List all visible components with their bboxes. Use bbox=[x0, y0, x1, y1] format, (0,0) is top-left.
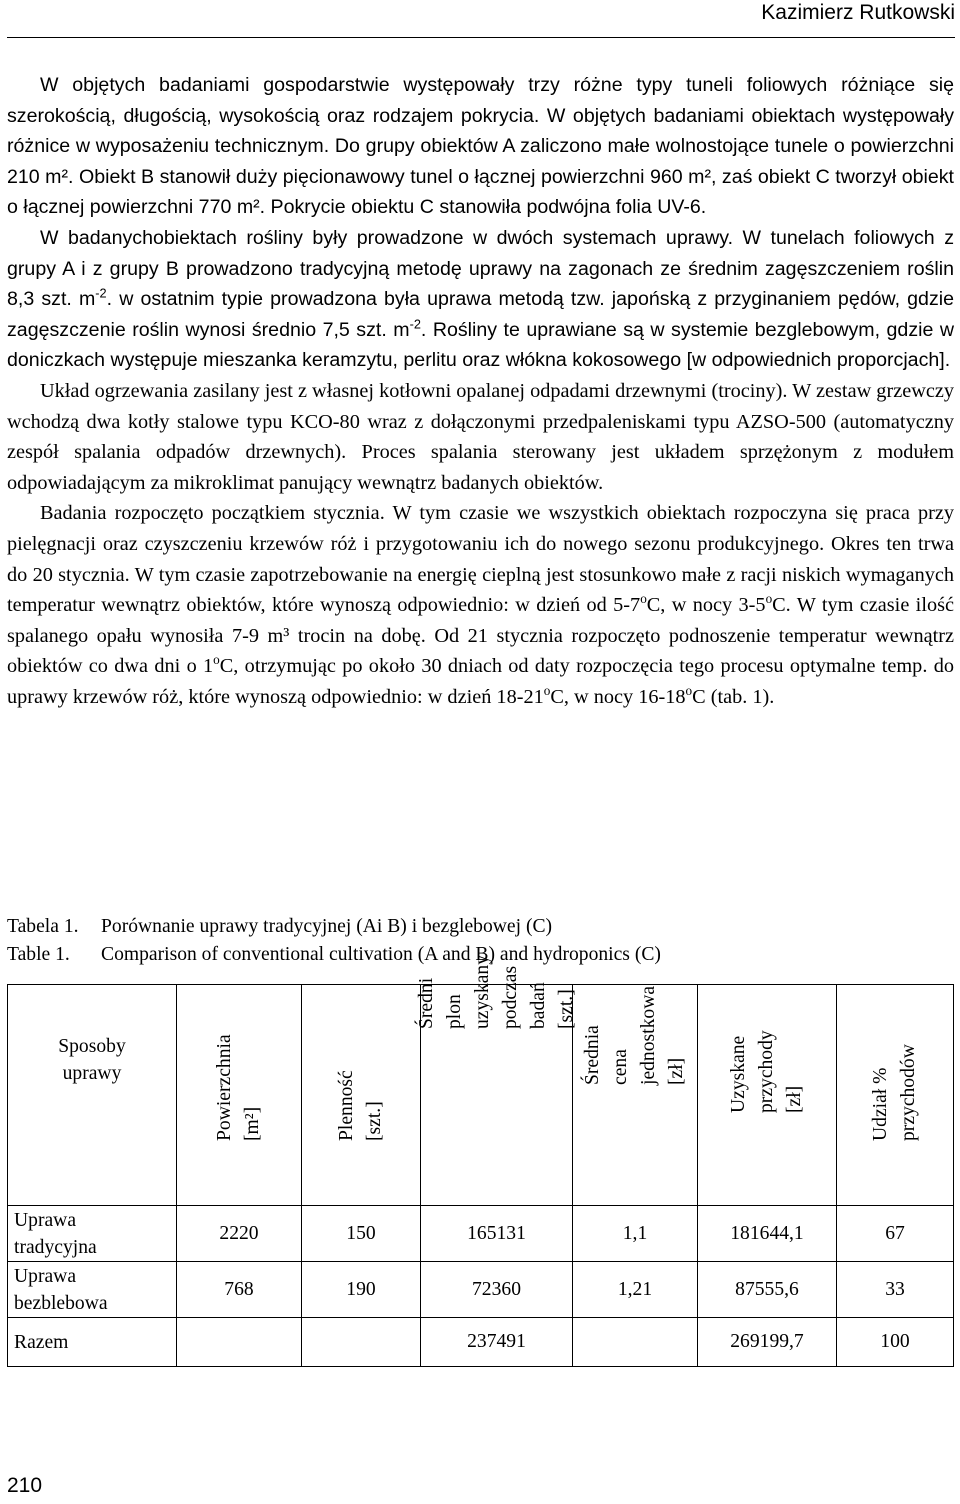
paragraph bbox=[7, 223, 954, 376]
header-area: Powierzchnia [m²] bbox=[177, 985, 302, 1206]
caption-polish bbox=[7, 913, 954, 941]
table-cell: 67 bbox=[837, 1206, 954, 1262]
superscript: -2 bbox=[409, 316, 421, 332]
caption-text-en: Comparison of conventional cultivation (A and B) and hydroponics (C) bbox=[101, 944, 661, 965]
text-run: C, w nocy 16-18 bbox=[550, 685, 686, 708]
table-cell: 165131 bbox=[421, 1206, 573, 1262]
table-cell: 87555,6 bbox=[698, 1262, 837, 1318]
text-run: Układ ogrzewania zasilany jest z własnej kotłowni opalanej odpadami drzewnymi (trociny). W zestaw grzewczy wchodzą dwa kotły stalowe typu KCO-80 wraz z dołączonymi przedpaleniskami typu AZSO-500 (automatyczny zespół spalania odpadów drzewnych). Proces spalania sterowany jest układem sprzężonym z modułem odpowiadającym za mikroklimat panujący wewnątrz badanych obiektów. bbox=[7, 379, 954, 494]
text-run: C, otrzymując po około 30 dniach od daty rozpoczęcia tego procesu optymalne temp. do uprawy krzewów róż, które wynoszą odpowiednio: w dzień 18-21 bbox=[7, 655, 954, 708]
table-cell: 100 bbox=[837, 1318, 954, 1367]
caption-label-pl: Tabela 1. bbox=[7, 916, 79, 937]
superscript: o bbox=[640, 591, 647, 607]
text-run: Badania rozpoczęto początkiem stycznia. W tym czasie we wszystkich obiektach rozpoczyna się praca przy pielęgnacji oraz czyszczeniu krzewów róż i przygotowaniu ich do nowego sezonu produkcyjnego. Okres ten trwa do 20 stycznia. W tym czasie zapotrzebowanie na energię cieplną jest stosunkowo małe z racji niskich wymaganych temperatur wewnątrz obiektów, które wynoszą odpowiednio: w dzień od 5-7 bbox=[7, 502, 954, 617]
table-cell bbox=[177, 1318, 302, 1367]
superscript: o bbox=[685, 683, 693, 699]
text-run: C. W tym czasie ilość spalanego opału wynosiła 7-9 m³ trocin na dobę. Od 21 stycznia rozpoczęto podnoszenie temperatur wewnątrz obiektów co dwa dni o 1 bbox=[7, 594, 954, 678]
header-revenue: Uzyskane przychody [zł] bbox=[698, 985, 837, 1206]
table-header-row bbox=[8, 985, 954, 1206]
table-cell: 1,21 bbox=[573, 1262, 698, 1318]
header-rule bbox=[7, 37, 955, 38]
text-run: C, w nocy 3-5 bbox=[646, 594, 766, 617]
row-label-traditional: Uprawa tradycyjna bbox=[8, 1206, 177, 1262]
body-text bbox=[7, 70, 954, 712]
text-run: Obiekt B stanowił duży pięcionawowy tunel o łącznej powierzchni 960 m², zaś obiekt C tworzył obiekt o łącznej powierzchni 770 m². Pokrycie obiektu C stanowiła podwójna folia UV-6. bbox=[7, 165, 954, 219]
paragraph bbox=[7, 70, 954, 223]
running-header-author: Kazimierz Rutkowski bbox=[761, 1, 955, 24]
header-unit-price: Średnia cena jednostkowa [zł] bbox=[573, 985, 698, 1206]
row-label-soilless: Uprawa bezblebowa bbox=[8, 1262, 177, 1318]
table-row bbox=[8, 1262, 954, 1318]
superscript: o bbox=[765, 591, 773, 607]
table-cell: 768 bbox=[177, 1262, 302, 1318]
caption-text-pl: Porównanie uprawy tradycyjnej (Ai B) i bezglebowej (C) bbox=[101, 916, 553, 937]
page-number: 210 bbox=[7, 1474, 43, 1497]
header-cultivation-method: Sposoby uprawy bbox=[8, 985, 177, 1206]
table-total-row bbox=[8, 1318, 954, 1367]
table-row bbox=[8, 1206, 954, 1262]
table-cell: 190 bbox=[302, 1262, 421, 1318]
table-cell bbox=[573, 1318, 698, 1367]
paragraph bbox=[7, 498, 954, 712]
table-cell: 72360 bbox=[421, 1262, 573, 1318]
table-cell: 269199,7 bbox=[698, 1318, 837, 1367]
superscript: o bbox=[213, 652, 220, 668]
table-cell: 150 bbox=[302, 1206, 421, 1262]
text-run: W objętych badaniami gospodarstwie występowały trzy różne typy tuneli foliowych różniące się szerokością, długością, wysokością oraz rodzajem pokrycia. W objętych badaniami obiektach występowały różnice w wyposażeniu technicznym. Do grupy obiektów A zaliczono małe wolnostojące tunele o powierzchni 210 m². bbox=[7, 74, 954, 188]
table-cell bbox=[302, 1318, 421, 1367]
table-cell: 1,1 bbox=[573, 1206, 698, 1262]
header-yield: Plenność [szt.] bbox=[302, 985, 421, 1206]
text-run: . Rośliny te uprawiane są w systemie bezglebowym, gdzie w doniczkach występuje mieszanka keramzytu, perlitu oraz włókna kokosowego [w odpowiednich proporcjach]. bbox=[7, 318, 954, 372]
table-cell: 2220 bbox=[177, 1206, 302, 1262]
table-cell: 33 bbox=[837, 1262, 954, 1318]
text-run: C (tab. 1). bbox=[692, 685, 775, 708]
row-label-total: Razem bbox=[8, 1318, 177, 1367]
table-cell: 237491 bbox=[421, 1318, 573, 1367]
superscript: o bbox=[543, 683, 551, 699]
text-run: . w ostatnim typie prowadzona była uprawa metodą tzw. japońską z przyginaniem pędów, gdzie zagęszczenie roślin wynosi średnio 7,5 szt. m bbox=[7, 288, 954, 341]
caption-label-en: Table 1. bbox=[7, 944, 70, 965]
header-revenue-share: Udział % przychodów bbox=[837, 985, 954, 1206]
header-average-crop: Średni plon uzyskany podczas badań [szt.] bbox=[421, 985, 573, 1206]
text-run: W badanychobiektach rośliny były prowadzone w dwóch systemach uprawy. W tunelach foliowych z grupy A i z grupy B prowadzono tradycyjną metodę uprawy na zagonach ze średnim zagęszczeniem roślin 8,3 szt. m bbox=[7, 226, 954, 311]
superscript: -2 bbox=[95, 285, 107, 301]
paragraph bbox=[7, 376, 954, 498]
table-cell: 181644,1 bbox=[698, 1206, 837, 1262]
